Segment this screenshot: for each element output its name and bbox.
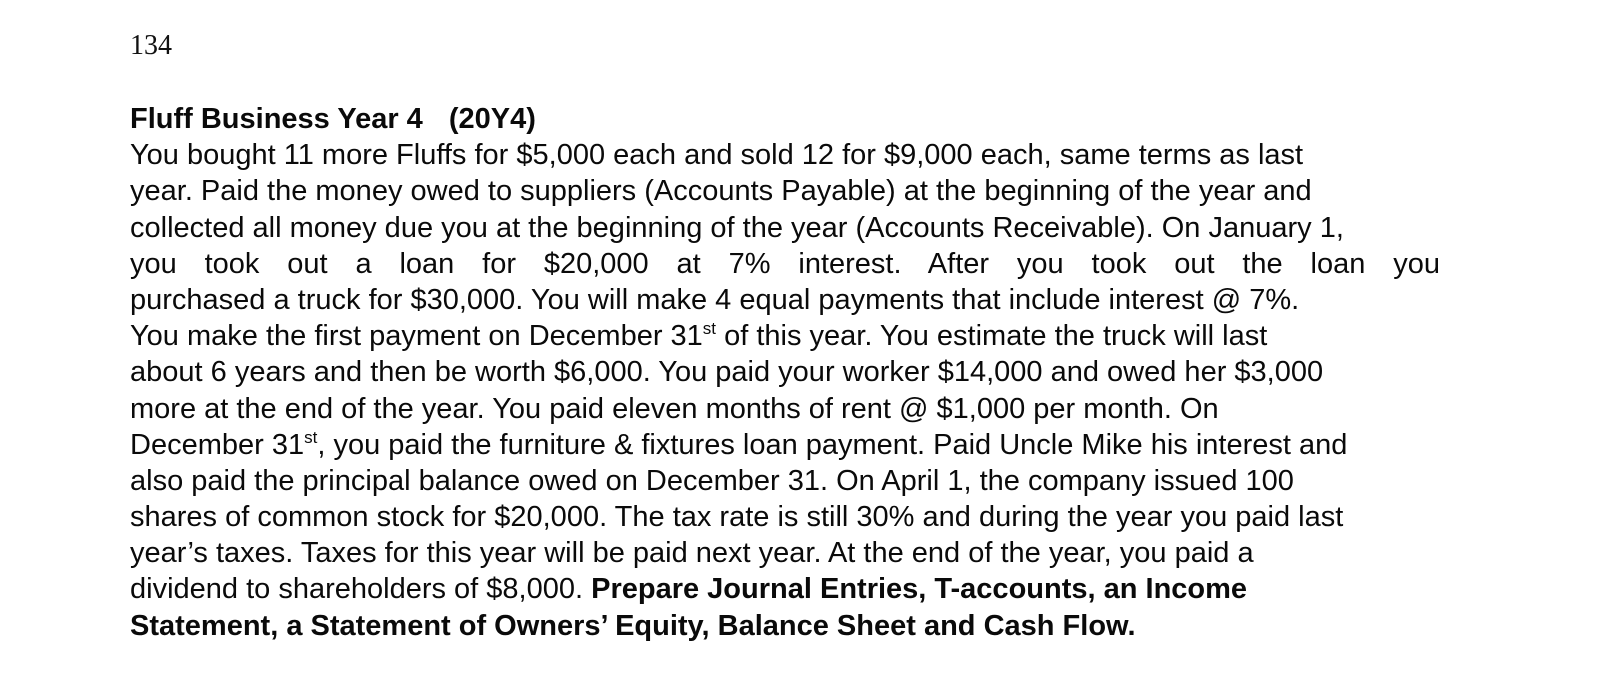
paragraph-line-7: about 6 years and then be worth $6,000. You paid your worker $14,000 and owed her $3,000 [130,356,1324,389]
heading-title: Fluff Business Year 4 [130,103,423,135]
paragraph-line-10: also paid the principal balance owed on December 31. On April 1, the company issued 100 [130,464,1294,497]
paragraph-line-9-start: December 31 [130,428,305,461]
paragraph-line-6-end: of this year. You estimate the truck will last [716,320,1268,353]
paragraph-line-4: you took out a loan for $20,000 at 7% interest. After you took out the loan you [130,247,1440,280]
ordinal-suffix: st [702,319,717,339]
paragraph-line-8: more at the end of the year. You paid eleven months of rent @ $1,000 per month. On [130,392,1219,425]
problem-text [130,101,1530,644]
paragraph-line-11: shares of common stock for $20,000. The tax rate is still 30% and during the year you paid last [130,501,1344,534]
paragraph-line-6 [130,318,1530,354]
paragraph-line-5: purchased a truck for $30,000. You will make 4 equal payments that include interest @ 7%. [130,283,1300,316]
paragraph-line-9 [130,427,1530,463]
paragraph-line-13 [130,571,1530,607]
paragraph-line-2: year. Paid the money owed to suppliers (Accounts Payable) at the beginning of the year and [130,175,1312,208]
ordinal-suffix: st [304,427,318,447]
instruction-text-end: Statement, a Statement of Owners’ Equity, Balance Sheet and Cash Flow. [130,609,1136,642]
paragraph-line-1: You bought 11 more Fluffs for $5,000 each and sold 12 for $9,000 each, same terms as last [130,139,1304,172]
paragraph-line-13-start: dividend to shareholders of $8,000. [130,573,592,606]
heading-year: (20Y4) [448,103,536,135]
paragraph-line-9-end: , you paid the furniture & fixtures loan payment. Paid Uncle Mike his interest and [317,428,1348,461]
paragraph-line-6-start: You make the first payment on December 31 [130,320,703,353]
page-number: 134 [130,30,172,61]
heading [130,101,1530,137]
paragraph-line-3: collected all money due you at the beginning of the year (Accounts Receivable). On January 1, [130,211,1344,244]
instruction-text: Prepare Journal Entries, T-accounts, an Income [591,573,1248,606]
paragraph-line-12: year’s taxes. Taxes for this year will be paid next year. At the end of the year, you paid a [130,537,1254,570]
